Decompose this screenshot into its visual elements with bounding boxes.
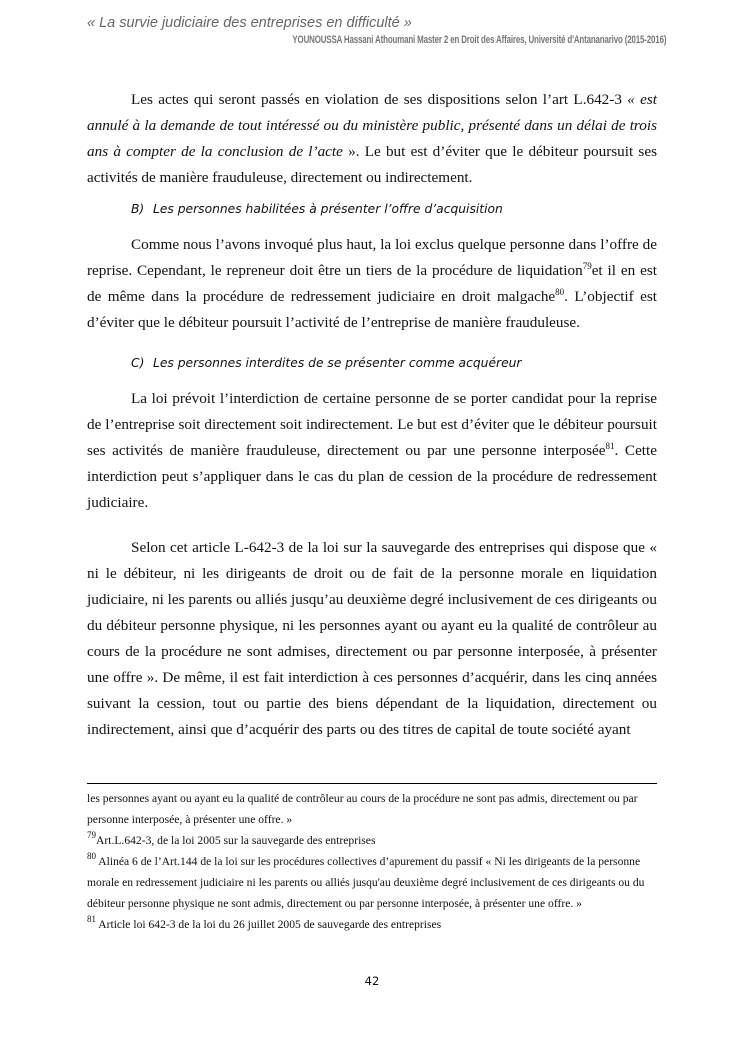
- section-heading-b: [131, 202, 503, 216]
- text: La loi prévoit l’interdiction de certaine personne de se porter candidat pour la reprise de l’entreprise soit directement soit indirectement. Le but est d’éviter que le débiteur poursuit ses activités de manière frauduleuse, directement ou par une personne interposée: [87, 390, 657, 459]
- quote-italic: « est annulé à la demande de tout intéressé ou du ministère public, présenté dans un délai de trois ans à compter de la conclusion de l’acte: [87, 91, 658, 160]
- footnote-number: 79: [87, 830, 96, 840]
- heading-text: Les personnes habilitées à présenter l’offre d’acquisition: [153, 202, 503, 216]
- paragraph-3: [87, 386, 657, 516]
- page-number: 42: [364, 974, 380, 988]
- footnote-text: Art.L.642-3, de la loi 2005 sur la sauvegarde des entreprises: [96, 834, 376, 847]
- text: . L’objectif est d’éviter que le débiteur poursuit l’activité de l’entreprise de manière frauduleuse.: [87, 288, 657, 331]
- section-heading-c: [131, 356, 522, 370]
- running-header-author: YOUNOUSSA Hassani Athoumani Master 2 en Droit des Affaires, Université d'Antananarivo (2015-2016): [292, 34, 666, 46]
- paragraph-1: [87, 87, 657, 191]
- footnote-ref-79[interactable]: 79: [582, 261, 592, 271]
- footnote-text: Article loi 642-3 de la loi du 26 juillet 2005 de sauvegarde des entreprises: [96, 918, 442, 931]
- text: Les actes qui seront passés en violation de ses dispositions selon l’art L.642-3: [131, 91, 628, 108]
- footnote-ref-80[interactable]: 80: [555, 287, 565, 297]
- heading-number: C): [131, 356, 145, 370]
- paragraph-4: Selon cet article L-642-3 de la loi sur la sauvegarde des entreprises qui dispose que « ni le débiteur, ni les dirigeants de droit ou de fait de la personne morale en liquidation judiciaire, ni les parents ou alliés jusqu’au deuxième degré inclusivement de ces dirigeants ou du débiteur personne physique, ni les personnes ayant ou ayant eu la qualité de contrôleur au cours de la procédure ne sont admises, directement ou par personne interposée, à présenter une offre ». De même, il est fait interdiction à ces personnes d’acquérir, dans les cinq années suivant la cession, tout ou partie des biens dépendant de la liquidation, directement ou indirectement, ainsi que d’acquérir des parts ou des titres de capital de toute société ayant: [87, 539, 657, 738]
- footnote-79: [87, 830, 659, 851]
- paragraph-2: [87, 232, 657, 336]
- footnote-separator: [87, 783, 657, 784]
- footnote-number: 80: [87, 851, 96, 861]
- footnotes: [87, 788, 659, 935]
- text: ». Le but est d’éviter que le débiteur poursuit ses activités de manière frauduleuse, directement ou indirectement.: [87, 143, 657, 186]
- footnote-ref-81[interactable]: 81: [605, 441, 615, 451]
- running-header-title: « La survie judiciaire des entreprises en difficulté »: [87, 15, 412, 31]
- footnote-text: Alinéa 6 de l’Art.144 de la loi sur les procédures collectives d’apurement du passif « Ni les dirigeants de la personne morale en redressement judiciaire ni les parents ou alliés jusqu'au deuxième degré inclusivement de ces dirigeants ou du débiteur personne physique ne sont admis, directement ou par personne interposée, à présenter une offre. »: [87, 855, 645, 910]
- footnote-81: [87, 914, 659, 935]
- heading-number: B): [131, 202, 145, 216]
- text: . Cette interdiction peut s’appliquer dans le cas du plan de cession de la procédure de redressement judiciaire.: [87, 442, 657, 511]
- footnote-80: [87, 851, 659, 914]
- text: et il en est de même dans la procédure de redressement judiciaire en droit malgache: [87, 262, 657, 305]
- heading-text: Les personnes interdites de se présenter comme acquéreur: [153, 356, 522, 370]
- text: Comme nous l’avons invoqué plus haut, la loi exclus quelque personne dans l’offre de reprise. Cependant, le repreneur doit être un tiers de la procédure de liquidation: [87, 236, 657, 279]
- footnote-continued: les personnes ayant ou ayant eu la qualité de contrôleur au cours de la procédure ne sont pas admis, directement ou par personne interposée, à présenter une offre. »: [87, 792, 638, 826]
- footnote-number: 81: [87, 914, 96, 924]
